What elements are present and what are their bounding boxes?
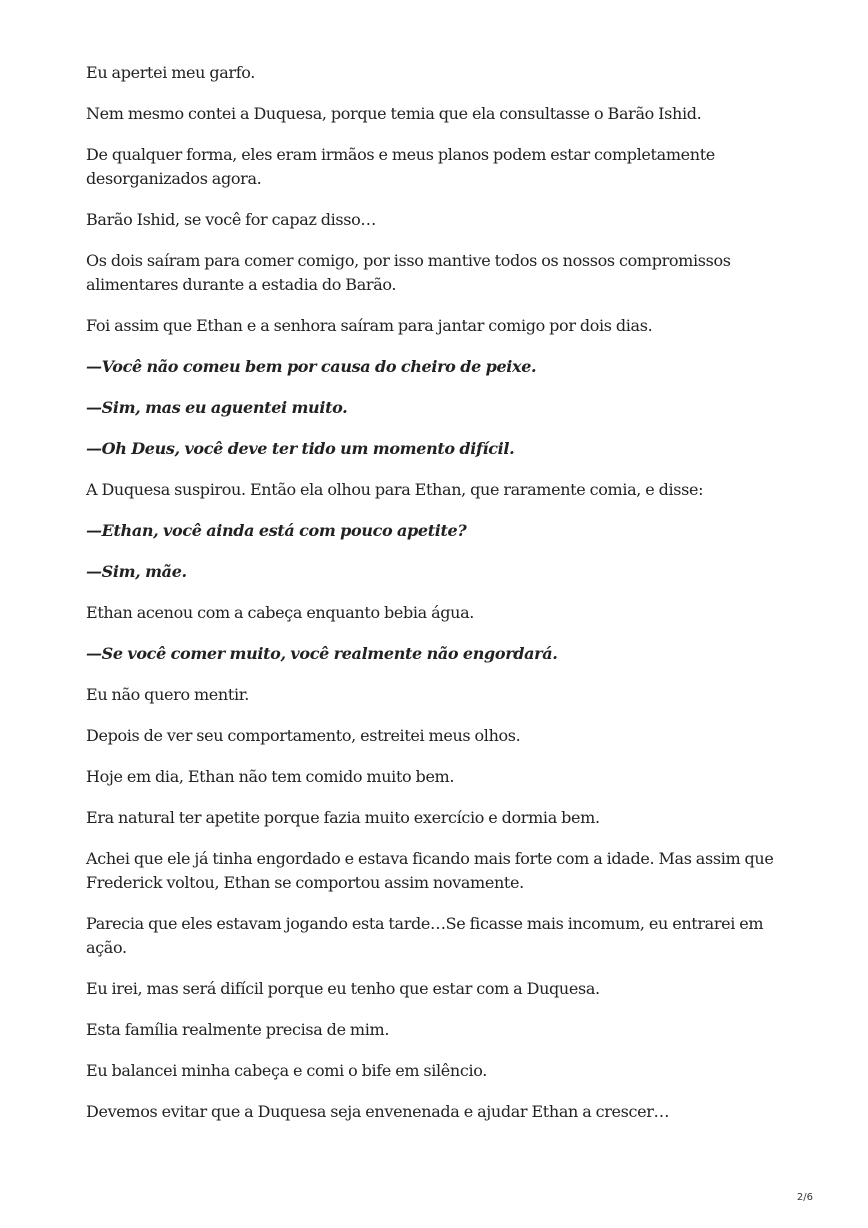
dialog-line: —Se você comer muito, você realmente não engordará. — [86, 644, 558, 663]
dialog-line: —Oh Deus, você deve ter tido um momento difícil. — [86, 439, 515, 458]
paragraph: Achei que ele já tinha engordado e estava ficando mais forte com a idade. Mas assim que Frederick voltou, Ethan se comportou assim novamente. — [86, 849, 774, 892]
paragraph: Depois de ver seu comportamento, estreitei meus olhos. — [86, 726, 521, 745]
document-body — [86, 61, 786, 1141]
paragraph: A Duquesa suspirou. Então ela olhou para Ethan, que raramente comia, e disse: — [86, 480, 704, 499]
paragraph: Eu balancei minha cabeça e comi o bife em silêncio. — [86, 1061, 487, 1080]
paragraph: Foi assim que Ethan e a senhora saíram para jantar comigo por dois dias. — [86, 316, 653, 335]
paragraph: Era natural ter apetite porque fazia muito exercício e dormia bem. — [86, 808, 600, 827]
paragraph: Eu não quero mentir. — [86, 685, 249, 704]
dialog-line: —Você não comeu bem por causa do cheiro de peixe. — [86, 357, 537, 376]
paragraph: Esta família realmente precisa de mim. — [86, 1020, 390, 1039]
paragraph: Nem mesmo contei a Duquesa, porque temia que ela consultasse o Barão Ishid. — [86, 104, 702, 123]
paragraph: De qualquer forma, eles eram irmãos e meus planos podem estar completamente desorganizados agora. — [86, 145, 715, 188]
dialog-line: —Sim, mas eu aguentei muito. — [86, 398, 348, 417]
paragraph: Parecia que eles estavam jogando esta tarde…Se ficasse mais incomum, eu entrarei em ação. — [86, 914, 764, 957]
dialog-line: —Sim, mãe. — [86, 562, 187, 581]
dialog-line: —Ethan, você ainda está com pouco apetite? — [86, 521, 467, 540]
paragraph: Os dois saíram para comer comigo, por isso mantive todos os nossos compromissos alimentares durante a estadia do Barão. — [86, 251, 731, 294]
paragraph: Ethan acenou com a cabeça enquanto bebia água. — [86, 603, 475, 622]
paragraph: Eu apertei meu garfo. — [86, 63, 256, 82]
page-number: 2/6 — [796, 1192, 813, 1203]
paragraph: Barão Ishid, se você for capaz disso… — [86, 210, 377, 229]
paragraph: Devemos evitar que a Duquesa seja envenenada e ajudar Ethan a crescer… — [86, 1102, 670, 1121]
paragraph: Eu irei, mas será difícil porque eu tenho que estar com a Duquesa. — [86, 979, 600, 998]
paragraph: Hoje em dia, Ethan não tem comido muito bem. — [86, 767, 455, 786]
